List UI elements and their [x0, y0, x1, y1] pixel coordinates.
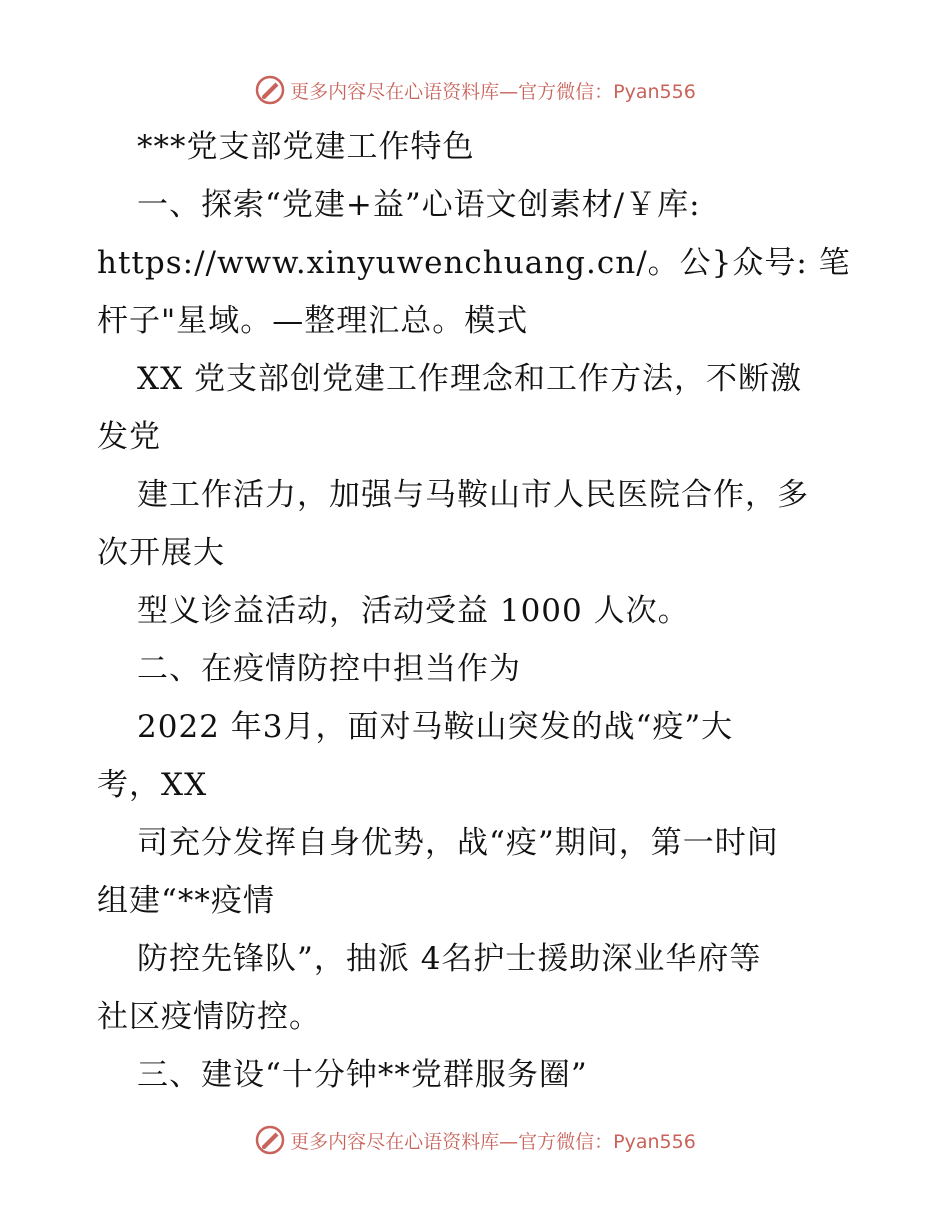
watermark-main: 更多内容尽在心语资料库 — [290, 1130, 500, 1153]
doc-title: ***党支部党建工作特色 — [137, 129, 475, 165]
paragraph-line: 型义诊益活动，活动受益 1000 人次。 — [137, 593, 690, 629]
header-watermark — [0, 70, 950, 110]
watermark-text — [290, 77, 696, 104]
paragraph-line: https://www.xinyuwenchuang.cn/。公}众号: 笔 — [97, 245, 851, 281]
paragraph-line: 杆子"星域。—整理汇总。模式 — [97, 303, 529, 339]
section-heading-1: 一、探索“党建+益”心语文创素材/￥库: — [137, 187, 701, 223]
paragraph-line: XX 党支部创党建工作理念和工作方法，不断激 — [137, 361, 802, 397]
watermark-wechat: 官方微信：Pyan556 — [518, 1130, 696, 1153]
paragraph-line: 社区疫情防控。 — [97, 999, 321, 1035]
watermark-main: 更多内容尽在心语资料库 — [290, 80, 500, 103]
watermark-wechat: 官方微信：Pyan556 — [518, 80, 696, 103]
watermark-separator: — — [499, 1130, 519, 1153]
section-heading-2: 二、在疫情防控中担当作为 — [137, 651, 521, 687]
paragraph-line: 考，XX — [97, 767, 208, 803]
paragraph-line: 次开展大 — [97, 535, 225, 571]
section-heading-3: 三、建设“十分钟**党群服务圈” — [137, 1057, 588, 1093]
paragraph-line: 防控先锋队”，抽派 4名护士援助深业华府等 — [137, 941, 762, 977]
watermark-separator: — — [499, 80, 519, 103]
paragraph-line: 发党 — [97, 419, 161, 455]
paragraph-line: 司充分发挥自身优势，战“疫”期间，第一时间 — [137, 825, 779, 861]
logo-icon — [254, 1124, 286, 1156]
paragraph-line: 组建“**疫情 — [97, 883, 275, 919]
logo-icon — [254, 74, 286, 106]
paragraph-line: 2022 年3月，面对马鞍山突发的战“疫”大 — [137, 709, 734, 745]
watermark-text — [290, 1127, 696, 1154]
paragraph-line: 建工作活力，加强与马鞍山市人民医院合作，多 — [137, 477, 809, 513]
footer-watermark — [0, 1120, 950, 1160]
